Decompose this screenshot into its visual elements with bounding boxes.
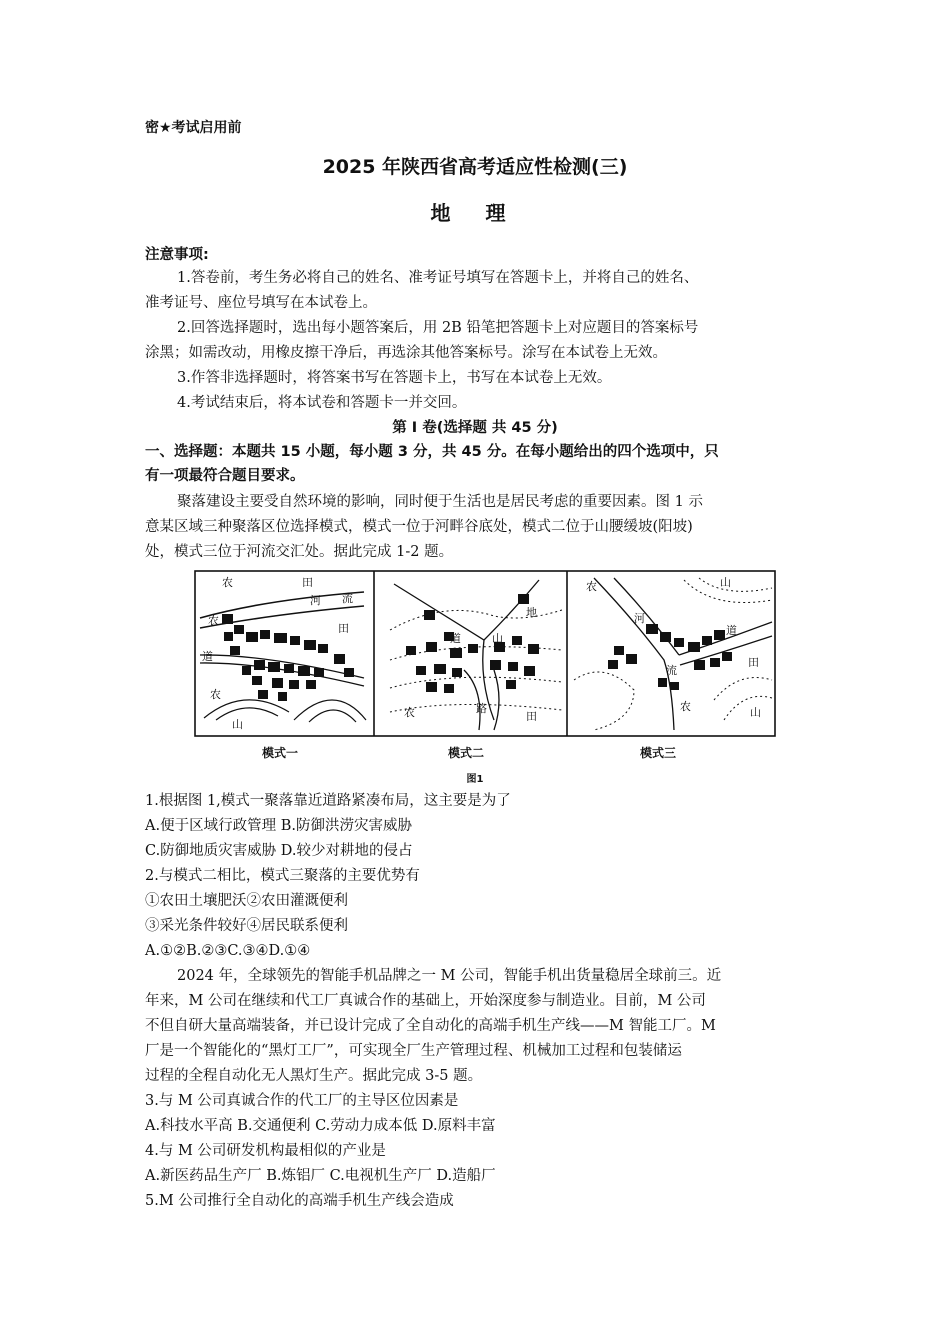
exam-title: 2025 年陕西省高考适应性检测(三) <box>322 156 628 178</box>
note-item: 1.答卷前，考生务必将自己的姓名、准考证号填写在答题卡上，并将自己的姓名、 <box>177 270 699 286</box>
secret-notice: 密★考试启用前 <box>145 120 242 136</box>
passage-line: 意某区域三种聚落区位选择模式，模式一位于河畔谷底处，模式二位于山腰缓坡(阳坡) <box>145 519 693 535</box>
map-word: 农 <box>680 700 691 713</box>
notes-heading: 注意事项: <box>145 247 209 263</box>
question-line: 3.与 M 公司真诚合作的代工厂的主导区位因素是 <box>145 1093 459 1109</box>
question-line: 4.与 M 公司研发机构最相似的产业是 <box>145 1143 386 1159</box>
map-word: 田 <box>748 656 759 669</box>
map-word: 流 <box>666 664 677 677</box>
panel-two-map <box>390 580 562 730</box>
contour-line <box>574 672 634 730</box>
passage-line: 过程的全程自动化无人黑灯生产。据此完成 3-5 题。 <box>145 1068 483 1084</box>
note-item: 3.作答非选择题时，将答案书写在答题卡上，书写在本试卷上无效。 <box>177 370 612 386</box>
passage-line: 年来，M 公司在继续和代工厂真诚合作的基础上，开始深度参与制造业。目前，M 公司 <box>145 993 706 1009</box>
panel-one-map <box>200 576 366 731</box>
question-option: A.①②B.②③C.③④D.①④ <box>145 943 311 959</box>
map-word: 流 <box>342 592 353 605</box>
passage-line: 聚落建设主要受自然环境的影响，同时便于生活也是居民考虑的重要因素。图 1 示 <box>177 494 703 510</box>
question-option: A.科技水平高 B.交通便利 C.劳动力成本低 D.原料丰富 <box>145 1118 496 1134</box>
map-word: 农 <box>208 614 219 627</box>
panel-three-map <box>574 576 772 730</box>
section-instruction: 一、选择题：本题共 15 小题，每小题 3 分，共 45 分。在每小题给出的四个选项中，只 <box>145 444 719 460</box>
river-line <box>614 578 679 655</box>
question-line: 1.根据图 1,模式一聚落靠近道路紧凑布局，这主要是为了 <box>145 793 511 809</box>
map-word: 河 <box>634 612 645 625</box>
question-line: 5.M 公司推行全自动化的高端手机生产线会造成 <box>145 1193 454 1209</box>
road-line <box>464 670 480 730</box>
contour-line <box>309 710 356 722</box>
pattern-label: 模式二 <box>448 746 485 760</box>
map-word: 田 <box>526 710 537 723</box>
pattern-label: 模式一 <box>262 746 299 760</box>
passage-line: 2024 年，全球领先的智能手机品牌之一 M 公司，智能手机出货量稳居全球前三。近 <box>177 968 722 984</box>
contour-line <box>714 678 772 701</box>
map-word: 农 <box>222 576 233 589</box>
passage-line: 处，模式三位于河流交汇处。据此完成 1-2 题。 <box>145 544 454 560</box>
passage-line: 厂是一个智能化的“黑灯工厂”，可实现全厂生产管理过程、机械加工过程和包装储运 <box>145 1043 682 1059</box>
map-word: 地 <box>526 606 537 619</box>
map-word: 路 <box>476 702 487 715</box>
subject-title: 地 理 <box>430 201 520 225</box>
note-item: 2.回答选择题时，选出每小题答案后，用 2B 铅笔把答题卡上对应题目的答案标号 <box>177 320 699 336</box>
figure-caption: 图1 <box>466 774 484 785</box>
map-word: 田 <box>302 576 313 589</box>
map-word: 山 <box>720 576 731 589</box>
map-word: 山 <box>750 706 761 719</box>
question-option: A.新医药品生产厂 B.炼铝厂 C.电视机生产厂 D.造船厂 <box>145 1168 496 1184</box>
question-option: ③采光条件较好④居民联系便利 <box>145 918 348 934</box>
contour-line <box>699 578 772 591</box>
map-word: 道 <box>202 650 213 663</box>
map-word: 道 <box>450 632 461 645</box>
section-instruction: 有一项最符合题目要求。 <box>145 468 305 484</box>
river-line <box>394 580 539 640</box>
section-title: 第 I 卷(选择题 共 45 分) <box>392 420 558 436</box>
map-word: 农 <box>404 706 415 719</box>
map-word: 山 <box>232 718 243 731</box>
contour-line <box>390 677 562 688</box>
map-word: 农 <box>210 688 221 701</box>
map-word: 道 <box>726 624 737 637</box>
pattern-label: 模式三 <box>640 746 677 760</box>
note-item: 准考证号、座位号填写在本试卷上。 <box>145 295 377 311</box>
question-option: ①农田土壤肥沃②农田灌溉便利 <box>145 893 348 909</box>
map-word: 田 <box>338 622 349 635</box>
note-item: 4.考试结束后，将本试卷和答题卡一并交回。 <box>177 395 467 411</box>
contour-line <box>724 696 772 720</box>
road-line <box>494 670 499 730</box>
question-line: 2.与模式二相比，模式三聚落的主要优势有 <box>145 868 420 884</box>
map-word: 河 <box>310 594 321 607</box>
question-option: A.便于区域行政管理 B.防御洪涝灾害威胁 <box>145 818 412 834</box>
map-word: 山 <box>492 632 503 645</box>
question-option: C.防御地质灾害威胁 D.较少对耕地的侵占 <box>145 843 413 859</box>
map-word: 农 <box>586 580 597 593</box>
settlement-pattern-figure <box>194 570 776 737</box>
passage-line: 不但自研大量高端装备，并已设计完成了全自动化的高端手机生产线——M 智能工厂。M <box>145 1018 716 1034</box>
contour-line <box>216 708 278 720</box>
note-item: 涂黑；如需改动，用橡皮擦干净后，再选涂其他答案标号。涂写在本试卷上无效。 <box>145 345 667 361</box>
house-cluster <box>222 614 354 701</box>
house-cluster <box>608 624 732 690</box>
